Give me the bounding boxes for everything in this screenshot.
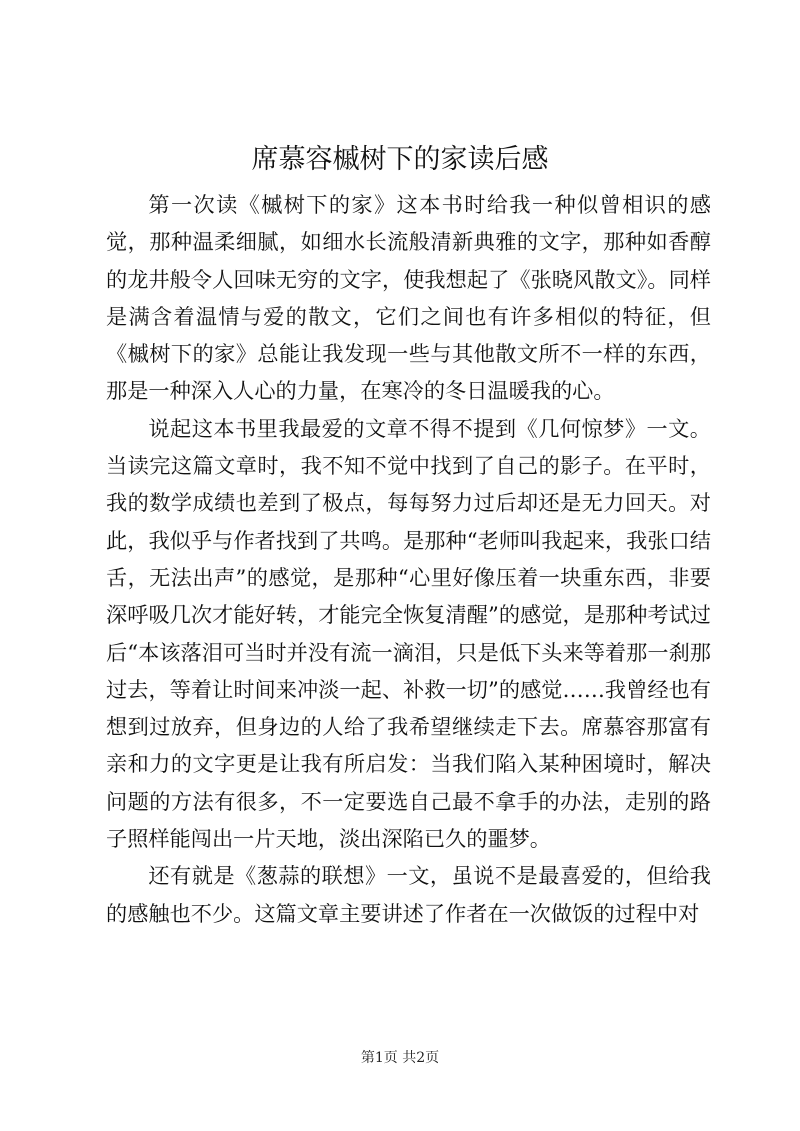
paragraph-2: 说起这本书里我最爱的文章不得不提到《几何惊梦》一文。当读完这篇文章时，我不知不觉中找到了自己的影子。在平时，我的数学成绩也差到了极点，每每努力过后却还是无力回天。对此，我似乎与作者找到了共鸣。是那种“老师叫我起来，我张口结舌，无法出声”的感觉，是那种“心里好像压着一块重东西，非要深呼吸几次才能好转，才能完全恢复清醒”的感觉，是那种考试过后“本该落泪可当时并没有流一滴泪，只是低下头来等着那一刹那过去，等着让时间来冲淡一起、补救一切”的感觉……我曾经也有想到过放弃，但身边的人给了我希望继续走下去。席慕容那富有亲和力的文字更是让我有所启发：当我们陷入某种困境时，解决问题的方法有很多，不一定要选自己最不拿手的办法，走别的路子照样能闯出一片天地，淡出深陷已久的噩梦。 <box>106 415 711 852</box>
page-number-footer: 第1页 共2页 <box>360 1050 440 1066</box>
paragraph-3: 还有就是《葱蒜的联想》一文，虽说不是最喜爱的，但给我的感触也不少。这篇文章主要讲述了作者在一次做饭的过程中对 <box>106 863 711 926</box>
document-title: 席慕容槭树下的家读后感 <box>251 144 549 175</box>
document-body <box>106 186 711 932</box>
paragraph-1: 第一次读《槭树下的家》这本书时给我一种似曾相识的感觉，那种温柔细腻，如细水长流般清新典雅的文字，那种如香醇的龙井般令人回味无穷的文字，使我想起了《张晓风散文》。同样是满含着温情与爱的散文，它们之间也有许多相似的特征，但《槭树下的家》总能让我发现一些与其他散文所不一样的东西，那是一种深入人心的力量，在寒冷的冬日温暖我的心。 <box>106 192 711 404</box>
